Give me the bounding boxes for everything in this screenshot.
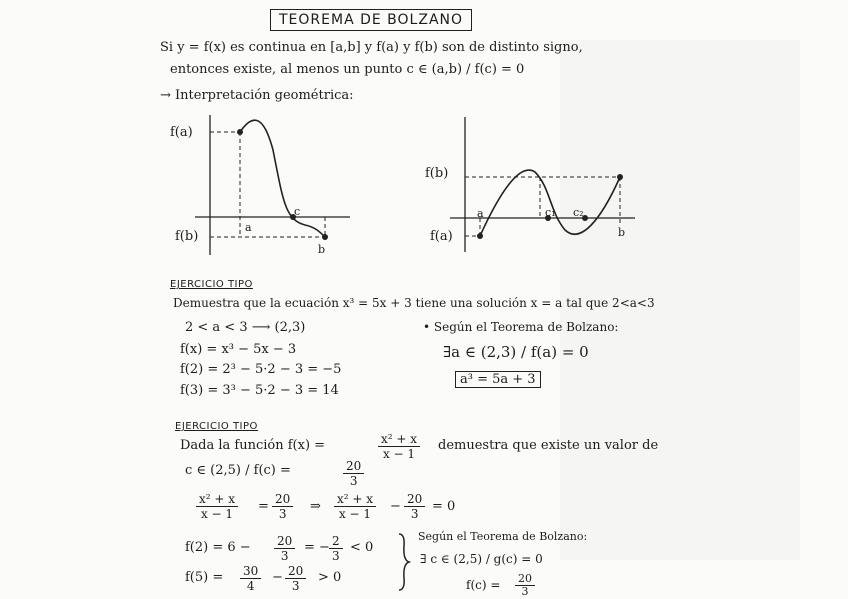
- fraction-numerator: 20: [274, 534, 295, 549]
- graph-1-a-label: a: [245, 221, 252, 234]
- exercise-1-f2: f(2) = 2³ − 5·2 − 3 = −5: [180, 362, 342, 377]
- brace: [395, 532, 411, 592]
- fraction-numerator: 30: [240, 564, 261, 579]
- theorem-line-1: Si y = f(x) es continua en [a,b] y f(a) y f(b) son de distinto signo,: [160, 40, 583, 55]
- graph-2-fa-label: f(a): [430, 229, 453, 244]
- g2-fraction-1: [274, 534, 295, 563]
- eq-right-fraction: [272, 492, 293, 521]
- g5-fraction-2: [285, 564, 306, 593]
- eq-left-fraction: [196, 492, 238, 521]
- exercise-1-fx: f(x) = x³ − 5x − 3: [180, 342, 297, 357]
- graph-1-curve: [240, 120, 325, 237]
- graph-1-fa-label: f(a): [170, 125, 193, 140]
- graph-1-point-a: [237, 129, 243, 135]
- exercise-2-fc: f(c) =: [466, 578, 501, 592]
- page-title: TEOREMA DE BOLZANO: [270, 9, 472, 31]
- exercise-1-result: a³ = 5a + 3: [455, 371, 541, 388]
- fraction-denominator: 3: [410, 507, 419, 521]
- exercise-2-value-fraction: [343, 459, 364, 488]
- exercise-2-prompt-a: Dada la función f(x) =: [180, 438, 326, 453]
- eq2-minus: −: [390, 499, 401, 514]
- graph-1-c-label: c: [294, 205, 301, 218]
- exercise-2-prompt-b: demuestra que existe un valor de: [438, 438, 659, 453]
- interpretation-heading: → Interpretación geométrica:: [160, 88, 354, 103]
- exercise-2-fc-fraction: [515, 573, 535, 598]
- fraction-numerator: 20: [515, 573, 535, 586]
- fraction-denominator: 3: [332, 549, 340, 563]
- fraction-numerator: 20: [404, 492, 425, 507]
- exercise-2-line2: c ∈ (2,5) / f(c) =: [185, 463, 291, 478]
- fraction-denominator: 3: [278, 507, 287, 521]
- graph-2-fb-label: f(b): [425, 166, 449, 181]
- eq2-left-fraction: [334, 492, 376, 521]
- graph-2: [440, 112, 640, 262]
- exercise-1-heading: EJERCICIO TIPO: [170, 279, 253, 290]
- fraction-numerator: 20: [285, 564, 306, 579]
- fraction-denominator: x − 1: [382, 447, 416, 461]
- graph-1-b-label: b: [318, 243, 326, 256]
- g5-part-a: f(5) =: [185, 570, 224, 585]
- graph-2-point-b: [617, 174, 623, 180]
- fraction-denominator: 4: [246, 579, 255, 593]
- g2-part-b: = −: [304, 540, 330, 555]
- eq-implies: ⇒: [310, 499, 321, 514]
- exercise-2-bolzano: Según el Teorema de Bolzano:: [418, 530, 588, 543]
- fraction-numerator: 20: [343, 459, 364, 474]
- graph-2-point-a: [477, 233, 483, 239]
- g5-part-b: −: [272, 570, 283, 585]
- exercise-1-prompt: Demuestra que la ecuación x³ = 5x + 3 tiene una solución x = a tal que 2<a<3: [173, 296, 655, 310]
- exercise-1-interval: 2 < a < 3 ⟶ (2,3): [185, 320, 306, 335]
- fraction-denominator: 3: [280, 549, 289, 563]
- exercise-2-heading: EJERCICIO TIPO: [175, 421, 258, 432]
- g5-fraction-1: [240, 564, 261, 593]
- fraction-numerator: 20: [272, 492, 293, 507]
- exercise-1-bolzano: • Según el Teorema de Bolzano:: [423, 320, 619, 334]
- graph-2-b-label: b: [618, 226, 626, 239]
- g2-part-a: f(2) = 6 −: [185, 540, 251, 555]
- exercise-2-fx-fraction: [378, 432, 420, 461]
- fraction-denominator: x − 1: [338, 507, 372, 521]
- fraction-numerator: x² + x: [334, 492, 376, 507]
- graph-1-fb-label: f(b): [175, 229, 199, 244]
- g2-fraction-2: [329, 534, 343, 563]
- eq2-right-fraction: [404, 492, 425, 521]
- graph-2-c2-label: c₂: [573, 206, 584, 219]
- exercise-1-f3: f(3) = 3³ − 5·2 − 3 = 14: [180, 383, 339, 398]
- graph-2-c1-label: c₁: [545, 206, 556, 219]
- graph-2-curve: [480, 170, 620, 236]
- fraction-denominator: 3: [291, 579, 300, 593]
- fraction-numerator: x² + x: [378, 432, 420, 447]
- exercise-1-exists: ∃a ∈ (2,3) / f(a) = 0: [443, 343, 589, 361]
- eq2-tail: = 0: [432, 499, 456, 514]
- g5-part-c: > 0: [318, 570, 342, 585]
- fraction-numerator: x² + x: [196, 492, 238, 507]
- theorem-line-2: entonces existe, al menos un punto c ∈ (a,b) / f(c) = 0: [170, 62, 525, 77]
- fraction-denominator: 3: [349, 474, 358, 488]
- fraction-denominator: 3: [521, 585, 529, 598]
- exercise-2-exists: ∃ c ∈ (2,5) / g(c) = 0: [420, 552, 543, 566]
- g2-part-c: < 0: [350, 540, 374, 555]
- fraction-denominator: x − 1: [200, 507, 234, 521]
- graph-2-a-label: a: [477, 207, 484, 220]
- fraction-numerator: 2: [329, 534, 343, 549]
- eq-equals: =: [258, 499, 269, 514]
- graph-1-point-b: [322, 234, 328, 240]
